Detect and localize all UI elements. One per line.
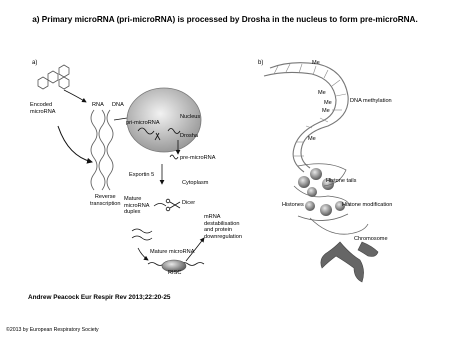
histones-label: Histones — [282, 202, 304, 208]
histone-tails-label: Histone tails — [326, 178, 357, 184]
dna-strand-icon — [91, 110, 113, 190]
mature-microrna-label: Mature microRNA — [150, 249, 195, 255]
encoded-microrna-label: Encoded microRNA — [30, 102, 56, 115]
histone-beads — [298, 168, 345, 216]
reverse-transcription-label: Reverse transcription — [90, 194, 121, 207]
dicer-scissors-icon — [166, 199, 180, 211]
dicer-label: Dicer — [182, 200, 196, 206]
dna-helix-icon — [264, 63, 348, 172]
encoded-microrna-icon — [38, 65, 69, 89]
dna-methylation-label: DNA methylation — [350, 98, 392, 104]
rna-label: RNA — [92, 102, 104, 108]
pri-microrna-label: pri-microRNA — [126, 120, 160, 126]
diagram-drawing — [28, 56, 422, 286]
me-label-2: Me — [318, 90, 326, 96]
panel-b-label: b) — [258, 60, 264, 66]
nucleus-label: Nucleus — [180, 114, 201, 120]
cytoplasm-label: Cytoplasm — [182, 180, 209, 186]
chromosome-icon — [321, 242, 378, 282]
histone-modification-label: Histone modification — [342, 202, 393, 208]
drosha-label: Drosha — [180, 133, 199, 139]
panel-a-label: a) — [32, 60, 38, 66]
dna-label: DNA — [112, 102, 124, 108]
me-label-5: Me — [308, 136, 316, 142]
me-label-4: Me — [322, 108, 330, 114]
chromosome-label: Chromosome — [354, 236, 388, 242]
figure-area — [28, 56, 422, 286]
mature-duplex-label: Mature microRNA duplex — [124, 196, 150, 216]
risc-label: RISC — [168, 270, 182, 276]
copyright-text: ©2013 by European Respiratory Society — [6, 327, 99, 333]
pre-microrna-label: pre-microRNA — [180, 155, 216, 161]
figure-title: a) Primary microRNA (pri-microRNA) is processed by Drosha in the nucleus to form pre-microRNA. — [32, 15, 418, 24]
me-label-1: Me — [312, 60, 320, 66]
me-label-3: Me — [324, 100, 332, 106]
exportin-label: Exportin 5 — [129, 172, 155, 178]
mrna-destab-label: mRNA destabilisation and protein downregulation — [204, 214, 242, 240]
figure-caption: Andrew Peacock Eur Respir Rev 2013;22:20-25 — [28, 294, 171, 301]
